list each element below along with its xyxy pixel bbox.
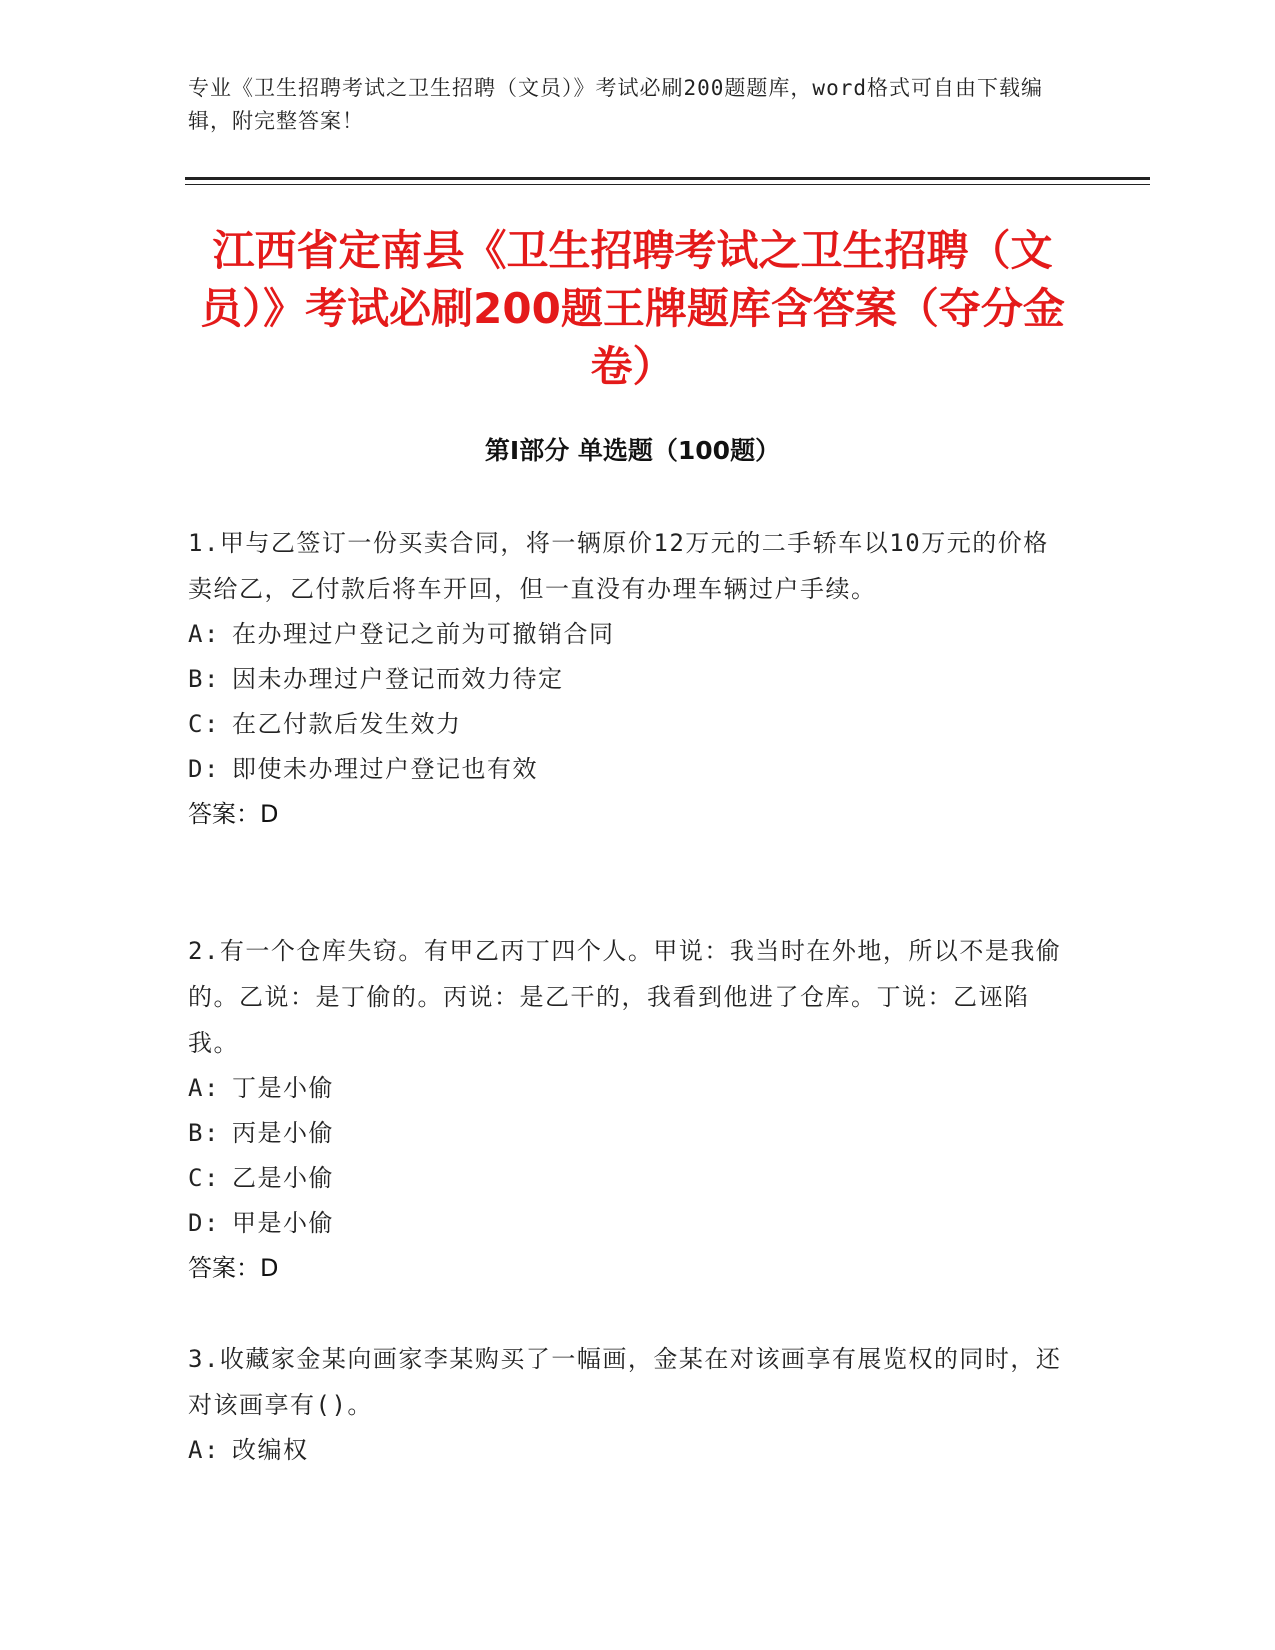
- option-text: 因未办理过户登记而效力待定: [232, 665, 564, 693]
- option-a: [188, 1428, 1068, 1473]
- option-c: [188, 1156, 1068, 1201]
- option-d: [188, 1201, 1068, 1246]
- header-note: 专业《卫生招聘考试之卫生招聘（文员）》考试必刷200题题库，word格式可自由下载编辑，附完整答案！: [188, 76, 1043, 133]
- document-title: 江西省定南县《卫生招聘考试之卫生招聘（文员）》考试必刷200题王牌题库含答案（夺分金卷）: [200, 226, 1065, 391]
- option-text: 在办理过户登记之前为可撤销合同: [232, 620, 615, 648]
- option-text: 即使未办理过户登记也有效: [232, 755, 538, 783]
- header-divider-thin: [185, 184, 1150, 185]
- answer-line: 答案：D: [188, 800, 279, 828]
- question-stem: 1.甲与乙签订一份买卖合同，将一辆原价12万元的二手轿车以10万元的价格卖给乙，乙付款后将车开回，但一直没有办理车辆过户手续。: [188, 529, 1049, 603]
- option-key: D:: [188, 755, 220, 783]
- option-text: 改编权: [232, 1436, 309, 1464]
- option-text: 在乙付款后发生效力: [232, 710, 462, 738]
- option-a: [188, 1066, 1068, 1111]
- question-stem: 2.有一个仓库失窃。有甲乙丙丁四个人。甲说：我当时在外地，所以不是我偷的。乙说：是丁偷的。丙说：是乙干的，我看到他进了仓库。丁说：乙诬陷我。: [188, 937, 1062, 1057]
- option-key: D:: [188, 1209, 220, 1237]
- option-key: C:: [188, 1164, 220, 1192]
- option-key: C:: [188, 710, 220, 738]
- option-key: A:: [188, 620, 220, 648]
- question-2: [188, 928, 1068, 1291]
- question-1: [188, 520, 1068, 837]
- option-b: [188, 1111, 1068, 1156]
- section-title: 第Ⅰ部分 单选题（100题）: [484, 436, 781, 465]
- question-stem: 3.收藏家金某向画家李某购买了一幅画，金某在对该画享有展览权的同时，还对该画享有()。: [188, 1345, 1062, 1419]
- option-key: B:: [188, 1119, 220, 1147]
- option-text: 丙是小偷: [232, 1119, 334, 1147]
- header-divider-thick: [185, 177, 1150, 180]
- option-d: [188, 747, 1068, 792]
- option-key: A:: [188, 1436, 220, 1464]
- question-3: [188, 1336, 1068, 1473]
- option-c: [188, 702, 1068, 747]
- option-text: 甲是小偷: [232, 1209, 334, 1237]
- option-key: A:: [188, 1074, 220, 1102]
- option-text: 乙是小偷: [232, 1164, 334, 1192]
- option-text: 丁是小偷: [232, 1074, 334, 1102]
- option-key: B:: [188, 665, 220, 693]
- option-a: [188, 612, 1068, 657]
- option-b: [188, 657, 1068, 702]
- answer-line: 答案：D: [188, 1254, 279, 1282]
